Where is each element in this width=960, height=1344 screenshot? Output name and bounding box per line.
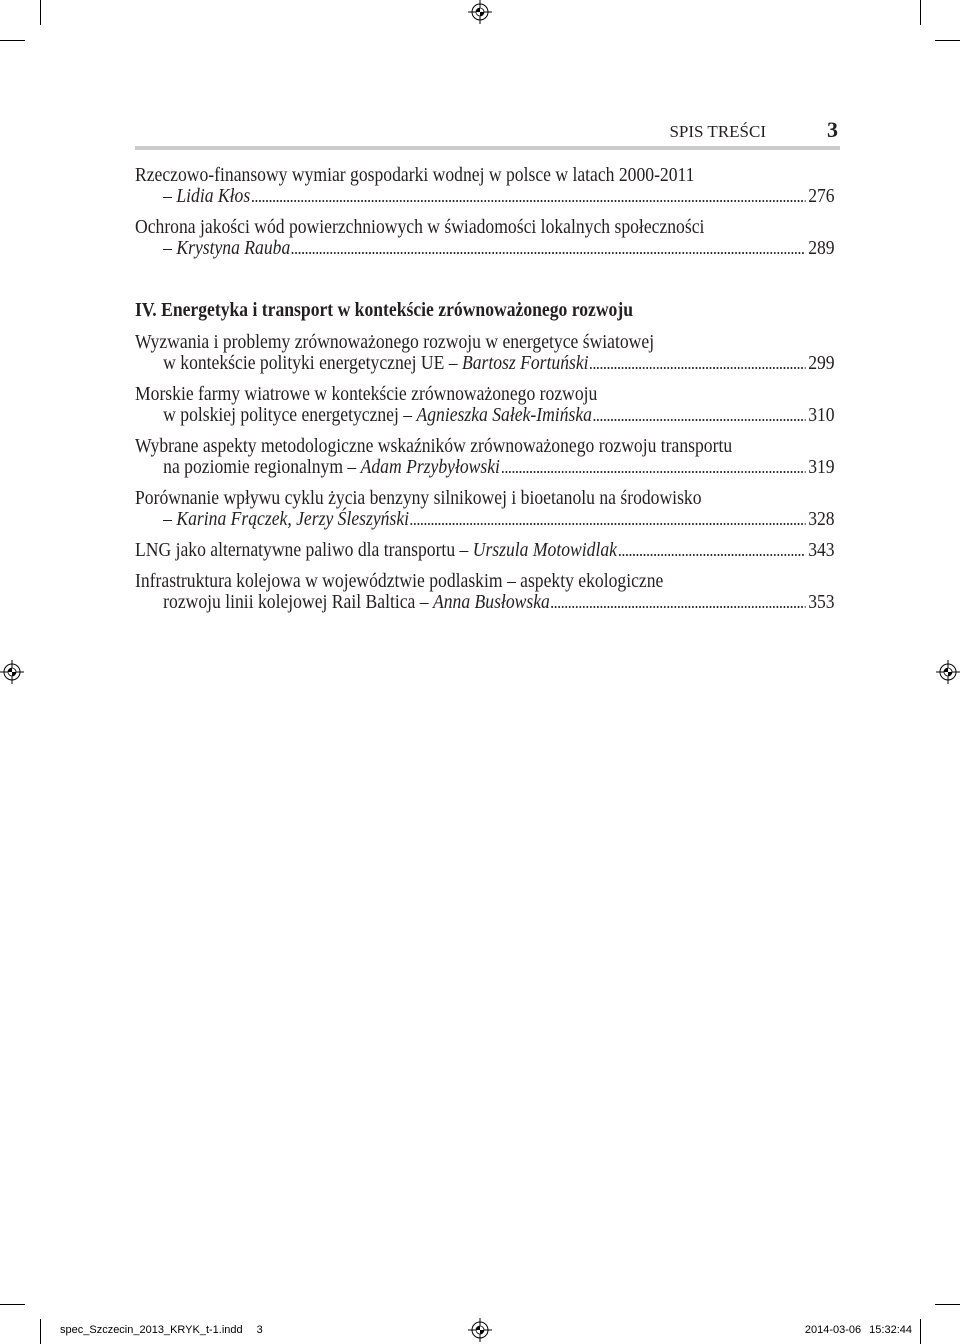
toc-entry xyxy=(135,217,835,259)
toc-entry-lead: – xyxy=(163,508,177,530)
dot-leader xyxy=(410,523,806,525)
toc-entry-byline-text xyxy=(163,457,500,478)
toc-entry-title: Rzeczowo-finansowy wymiar gospodarki wodnej w polsce w latach 2000-2011 xyxy=(135,164,695,186)
crop-mark xyxy=(920,0,921,25)
dot-leader xyxy=(618,554,806,556)
toc-entry xyxy=(135,165,835,207)
dot-leader xyxy=(551,606,806,608)
toc-list xyxy=(135,165,835,623)
toc-entry-page: 276 xyxy=(808,185,835,207)
toc-entry-byline-text xyxy=(163,509,409,530)
toc-entry xyxy=(135,540,835,561)
toc-entry-byline-text xyxy=(163,238,290,259)
toc-entry-byline-text xyxy=(163,405,592,426)
toc-entry-byline-text xyxy=(135,540,617,561)
dot-leader xyxy=(291,252,805,254)
toc-entry-page: 328 xyxy=(808,508,835,530)
section-heading: IV. Energetyka i transport w kontekście zrównoważonego rozwoju xyxy=(135,299,633,321)
registration-mark-icon xyxy=(468,0,492,24)
toc-entry-byline xyxy=(135,238,835,259)
toc-entry-title: Porównanie wpływu cyklu życia benzyny silnikowej i bioetanolu na środowisko xyxy=(135,487,702,509)
toc-entry-lead: w polskiej polityce energetycznej – xyxy=(163,404,417,426)
running-header-label: SPIS TREŚCI xyxy=(669,122,766,141)
crop-mark xyxy=(935,40,960,41)
toc-entry-byline xyxy=(135,509,835,530)
registration-mark-icon xyxy=(936,660,960,684)
print-slug-filename: spec_Szczecin_2013_KRYK_t-1.indd xyxy=(60,1324,243,1336)
print-slug-date: 2014-03-06 xyxy=(804,1324,862,1336)
toc-entry-page: 289 xyxy=(808,237,835,259)
registration-mark-icon xyxy=(468,1318,492,1342)
crop-mark xyxy=(0,1304,25,1305)
toc-entry-lead: na poziomie regionalnym – xyxy=(163,456,361,478)
registration-mark-icon xyxy=(0,660,24,684)
header-rule xyxy=(135,146,840,150)
toc-entry-author: Urszula Motowidlak xyxy=(472,539,617,561)
crop-mark xyxy=(40,0,41,25)
toc-entry-title: Infrastruktura kolejowa w województwie podlaskim – aspekty ekologiczne xyxy=(135,570,664,592)
toc-entry-lead: rozwoju linii kolejowej Rail Baltica – xyxy=(163,591,433,613)
toc-entry xyxy=(135,571,835,613)
toc-entry-byline-text xyxy=(163,592,550,613)
running-header xyxy=(669,118,838,144)
dot-leader xyxy=(593,419,806,421)
toc-entry-page: 353 xyxy=(808,591,835,613)
print-slug-time: 15:32:44 xyxy=(869,1324,912,1336)
dot-leader xyxy=(501,471,806,473)
toc-entry-byline xyxy=(135,186,835,207)
toc-entry xyxy=(135,436,835,478)
toc-entry xyxy=(135,332,835,374)
toc-entry-page: 343 xyxy=(808,539,835,561)
toc-entry-lead: – xyxy=(163,237,177,259)
toc-entry-byline xyxy=(135,405,835,426)
crop-mark xyxy=(920,1319,921,1344)
toc-entry-byline xyxy=(135,540,835,561)
crop-mark xyxy=(40,1319,41,1344)
toc-entry-page: 310 xyxy=(808,404,835,426)
toc-entry-author: Agnieszka Sałek-Imińska xyxy=(416,404,592,426)
toc-entry-author: Karina Frączek, Jerzy Śleszyński xyxy=(176,508,410,530)
dot-leader xyxy=(589,367,805,369)
crop-mark xyxy=(935,1304,960,1305)
toc-entry-byline xyxy=(135,457,835,478)
toc-entry-lead: w kontekście polityki energetycznej UE – xyxy=(163,352,462,374)
toc-entry-lead: – xyxy=(163,185,177,207)
header-page-number: 3 xyxy=(827,117,838,142)
toc-entry-byline-text xyxy=(163,186,250,207)
print-slug-file xyxy=(60,1323,263,1337)
toc-entry-byline xyxy=(135,592,835,613)
toc-entry xyxy=(135,488,835,530)
toc-entry-byline-text xyxy=(163,353,588,374)
toc-entry-author: Adam Przybyłowski xyxy=(360,456,500,478)
print-slug-page: 3 xyxy=(256,1324,263,1336)
toc-entry-page: 319 xyxy=(808,456,835,478)
toc-entry-author: Bartosz Fortuński xyxy=(461,352,589,374)
toc-entry-byline xyxy=(135,353,835,374)
toc-entry-author: Krystyna Rauba xyxy=(176,237,291,259)
toc-entry-title: Morskie farmy wiatrowe w kontekście zrównoważonego rozwoju xyxy=(135,383,598,405)
toc-entry-lead: LNG jako alternatywne paliwo dla transportu – xyxy=(135,539,473,561)
toc-entry-author: Anna Busłowska xyxy=(432,591,550,613)
crop-mark xyxy=(0,40,25,41)
toc-entry xyxy=(135,384,835,426)
dot-leader xyxy=(251,200,805,202)
toc-entry-title: Wyzwania i problemy zrównoważonego rozwoju w energetyce światowej xyxy=(135,331,655,353)
toc-entry-page: 299 xyxy=(808,352,835,374)
print-slug-timestamp xyxy=(805,1323,912,1337)
toc-entry-title: Ochrona jakości wód powierzchniowych w świadomości lokalnych społeczności xyxy=(135,216,705,238)
toc-entry-title: Wybrane aspekty metodologiczne wskaźników zrównoważonego rozwoju transportu xyxy=(135,435,733,457)
toc-entry-author: Lidia Kłos xyxy=(176,185,251,207)
